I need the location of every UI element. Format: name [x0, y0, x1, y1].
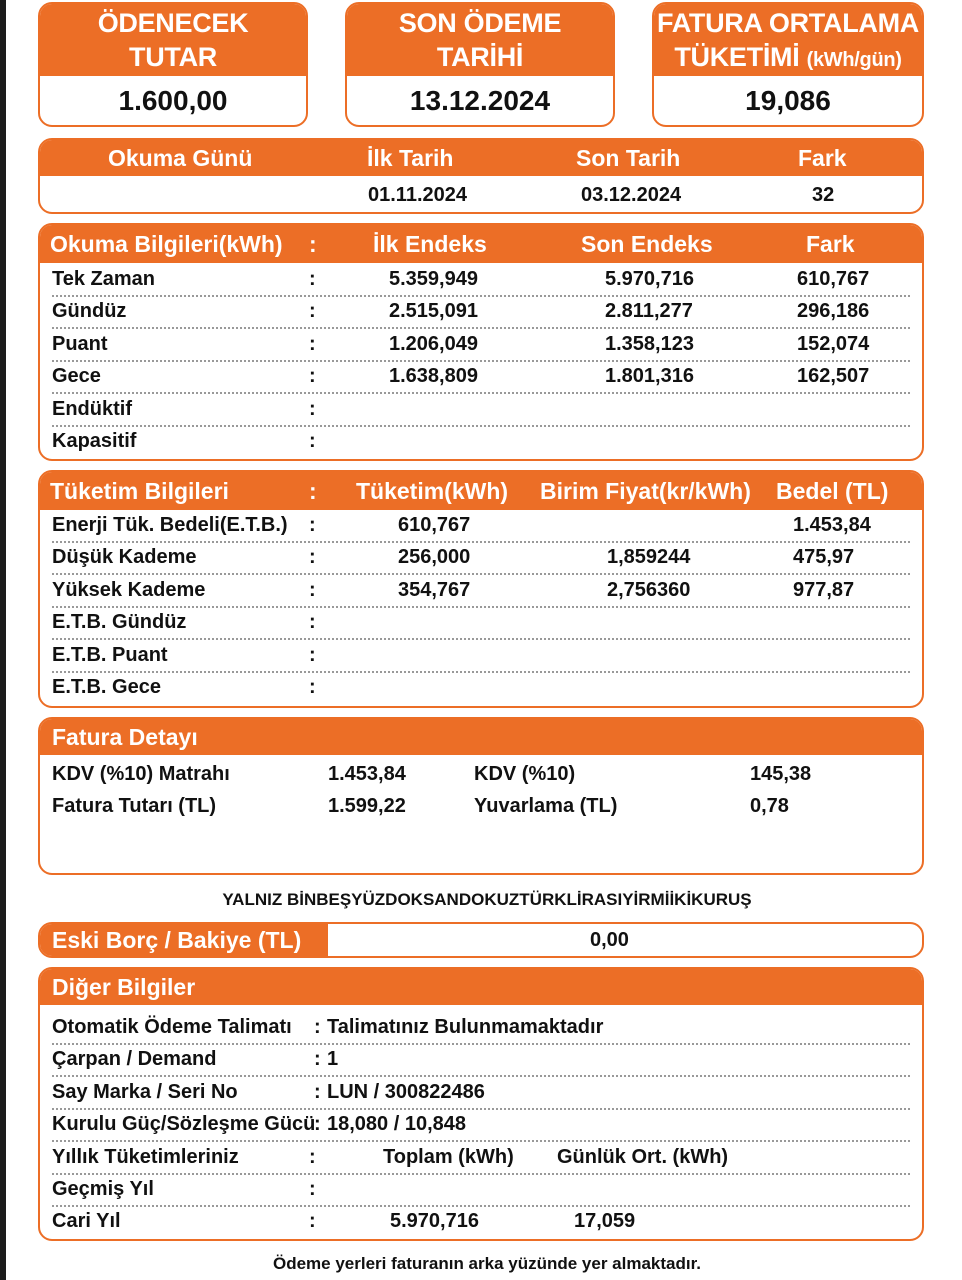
reading-row [52, 362, 910, 394]
consumption-panel [38, 470, 924, 708]
yearly-consumption-colon: : [309, 1145, 316, 1168]
consumption-colon: : [309, 578, 316, 601]
reading-row [52, 297, 910, 329]
other-info-row [52, 1045, 910, 1077]
cost-header: Bedel (TL) [776, 478, 889, 504]
other-info-row [52, 1078, 910, 1110]
old-debt-label: Eski Borç / Bakiye (TL) [40, 924, 328, 956]
average-consumption-label-1: FATURA ORTALAMA [657, 8, 919, 38]
average-consumption-box [652, 2, 924, 127]
footer-note: Ödeme yerleri faturanın arka yüzünde yer almaktadır. [272, 1254, 701, 1273]
other-info-value: LUN / 300822486 [327, 1080, 485, 1103]
reading-last-index: 1.358,123 [605, 332, 694, 355]
other-info-colon: : [314, 1048, 321, 1071]
consumption-colon: : [309, 643, 316, 666]
readings-panel [38, 223, 924, 461]
index-diff-header: Fark [806, 231, 855, 257]
other-info-label: Otomatik Ödeme Talimatı [52, 1016, 292, 1038]
reading-day-label: Okuma Günü [108, 145, 253, 171]
reading-day-row [40, 180, 922, 212]
other-info-value: 1 [327, 1048, 339, 1071]
average-consumption-value: 19,086 [745, 85, 831, 116]
other-info-value: Talimatınız Bulunmamaktadır [327, 1016, 604, 1038]
yearly-total-header: Toplam (kWh) [383, 1145, 514, 1168]
current-year-row [52, 1207, 910, 1239]
consumption-label: E.T.B. Puant [52, 643, 168, 666]
consumption-header-colon: : [309, 478, 317, 504]
consumption-label: Enerji Tük. Bedeli(E.T.B.) [52, 514, 288, 536]
due-date-label-2: TARİHİ [436, 42, 524, 72]
consumption-kwh: 354,767 [398, 578, 471, 601]
old-debt-panel [38, 922, 924, 958]
consumption-row [52, 641, 910, 673]
yearly-daily-header: Günlük Ort. (kWh) [557, 1145, 729, 1168]
reading-day-panel [38, 138, 924, 214]
reading-label: Tek Zaman [52, 268, 155, 290]
invoice-detail-panel [38, 717, 924, 875]
reading-last-index: 5.970,716 [605, 268, 694, 290]
reading-colon: : [309, 397, 316, 420]
other-info-colon: : [314, 1080, 321, 1103]
reading-diff: 296,186 [797, 300, 870, 323]
reading-first-index: 1.638,809 [389, 365, 478, 388]
other-info-label: Kurulu Güç/Sözleşme Gücü [52, 1113, 316, 1136]
reading-diff: 162,507 [797, 365, 870, 388]
consumption-cost: 977,87 [793, 578, 855, 601]
current-year-total: 5.970,716 [390, 1210, 479, 1233]
consumption-row [52, 511, 910, 543]
vat-base-label: KDV (%10) Matrahı [52, 763, 230, 785]
past-year-colon: : [309, 1178, 316, 1200]
vat-label: KDV (%10) [474, 763, 576, 785]
due-date-box [345, 2, 615, 127]
reading-label: Gece [52, 365, 101, 388]
consumption-kwh: 610,767 [398, 514, 471, 536]
vat-base-value: 1.453,84 [328, 763, 406, 785]
current-year-colon: : [309, 1210, 316, 1233]
consumption-colon: : [309, 546, 316, 569]
other-info-row [52, 1110, 910, 1142]
consumption-unit-price: 2,756360 [607, 578, 691, 601]
other-info-value: 18,080 / 10,848 [327, 1113, 467, 1136]
other-info-label: Say Marka / Seri No [52, 1080, 238, 1103]
other-info-title: Diğer Bilgiler [52, 974, 196, 1000]
reading-first-index: 2.515,091 [389, 300, 478, 323]
rounding-label: Yuvarlama (TL) [474, 795, 618, 817]
first-date-header: İlk Tarih [367, 145, 454, 171]
consumption-colon: : [309, 514, 316, 536]
amount-due-value: 1.600,00 [118, 85, 228, 116]
reading-label: Gündüz [52, 300, 127, 323]
last-index-header: Son Endeks [581, 231, 713, 257]
reading-row [52, 427, 910, 459]
reading-label: Kapasitif [52, 430, 137, 452]
reading-colon: : [309, 268, 316, 290]
consumption-cost: 475,97 [793, 546, 855, 569]
reading-diff: 152,074 [797, 332, 870, 355]
old-debt-value: 0,00 [590, 929, 629, 951]
unit-price-header: Birim Fiyat(kr/kWh) [540, 478, 751, 504]
reading-last-index: 1.801,316 [605, 365, 694, 388]
reading-colon: : [309, 430, 316, 452]
vat-value: 145,38 [750, 763, 812, 785]
invoice-detail-header [40, 719, 922, 755]
consumption-label: Yüksek Kademe [52, 578, 206, 601]
amount-due-label-2: TUTAR [129, 42, 217, 72]
amount-in-words: YALNIZ BİNBEŞYÜZDOKSANDOKUZTÜRKLİRASIYİRMİİKİKURUŞ [222, 890, 752, 909]
consumption-unit-price: 1,859244 [607, 546, 691, 569]
reading-row [52, 395, 910, 427]
rounding-value: 0,78 [750, 795, 789, 817]
average-consumption-unit: (kWh/gün) [806, 49, 902, 71]
current-year-label: Cari Yıl [52, 1210, 121, 1233]
yearly-consumption-label: Yıllık Tüketimleriniz [52, 1145, 239, 1168]
past-year-row [52, 1175, 910, 1207]
other-info-label: Çarpan / Demand [52, 1048, 217, 1071]
consumption-title: Tüketim Bilgileri [50, 478, 229, 504]
invoice-detail-title: Fatura Detayı [52, 724, 198, 750]
due-date-value: 13.12.2024 [409, 85, 551, 116]
due-date-label-1: SON ÖDEME [398, 8, 562, 38]
invoice-total-value: 1.599,22 [328, 795, 406, 817]
left-edge-shadow [0, 0, 6, 1280]
consumption-colon: : [309, 611, 316, 634]
consumption-kwh-header: Tüketim(kWh) [356, 478, 509, 504]
day-diff-header: Fark [798, 145, 847, 171]
reading-colon: : [309, 365, 316, 388]
amount-due-header [40, 4, 306, 76]
readings-title: Okuma Bilgileri(kWh) [50, 231, 283, 257]
reading-row [52, 265, 910, 297]
other-info-row [52, 1013, 910, 1045]
average-consumption-label-2: TÜKETİMİ [674, 42, 800, 72]
other-info-colon: : [314, 1016, 321, 1038]
readings-header [40, 225, 922, 263]
amount-due-label-1: ÖDENECEK [97, 8, 249, 38]
yearly-consumption-header-row [52, 1143, 910, 1175]
last-date-value: 03.12.2024 [581, 184, 682, 206]
other-info-colon: : [314, 1113, 321, 1136]
consumption-row [52, 576, 910, 608]
reading-label: Endüktif [52, 397, 132, 420]
reading-last-index: 2.811,277 [605, 300, 693, 323]
consumption-row [52, 608, 910, 640]
consumption-label: E.T.B. Gündüz [52, 611, 187, 634]
first-date-value: 01.11.2024 [368, 184, 467, 206]
consumption-colon: : [309, 676, 316, 698]
due-date-header [347, 4, 613, 76]
consumption-kwh: 256,000 [398, 546, 471, 569]
reading-diff: 610,767 [797, 268, 870, 290]
other-info-header [40, 969, 922, 1005]
other-info-panel [38, 967, 924, 1241]
consumption-header [40, 472, 922, 510]
consumption-label: Düşük Kademe [52, 546, 197, 569]
consumption-label: E.T.B. Gece [52, 676, 161, 698]
current-year-daily: 17,059 [574, 1210, 636, 1233]
consumption-row [52, 673, 910, 705]
reading-first-index: 5.359,949 [389, 268, 478, 290]
past-year-label: Geçmiş Yıl [52, 1178, 154, 1200]
consumption-row [52, 543, 910, 575]
day-diff-value: 32 [812, 184, 835, 206]
reading-colon: : [309, 332, 316, 355]
readings-header-colon: : [309, 231, 317, 257]
first-index-header: İlk Endeks [373, 231, 487, 257]
reading-first-index: 1.206,049 [389, 332, 478, 355]
invoice-total-label: Fatura Tutarı (TL) [52, 795, 217, 817]
reading-day-header [40, 140, 922, 176]
reading-colon: : [309, 300, 316, 323]
last-date-header: Son Tarih [576, 145, 681, 171]
reading-row [52, 330, 910, 362]
consumption-cost: 1.453,84 [793, 514, 871, 536]
amount-due-box [38, 2, 308, 127]
average-consumption-header [654, 4, 922, 76]
reading-label: Puant [52, 332, 108, 355]
